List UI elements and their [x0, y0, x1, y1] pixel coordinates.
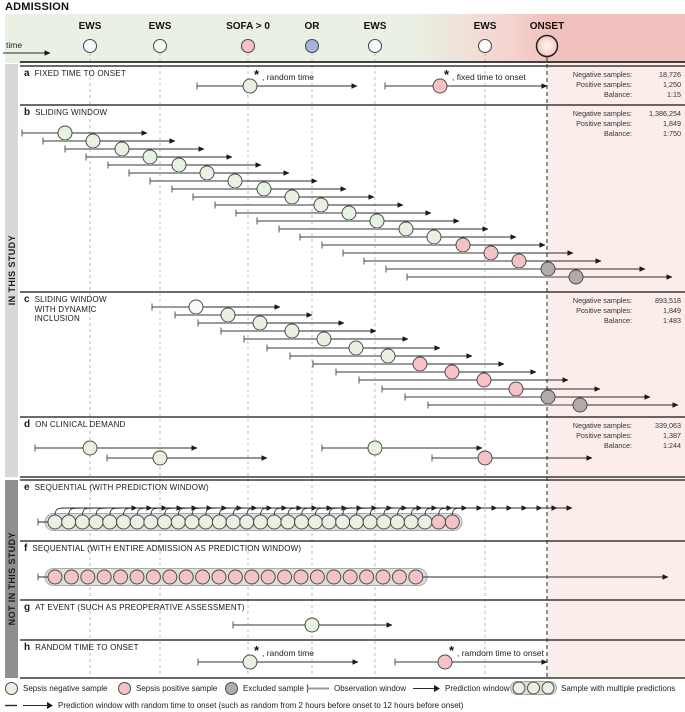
sample-circle-green	[75, 515, 89, 529]
negative-samples-label: Negative samples:	[572, 296, 632, 305]
sample-circle-green	[336, 515, 350, 529]
sample-circle-pink	[228, 570, 242, 584]
sample-circle-green	[226, 515, 240, 529]
time-axis-label: time	[6, 40, 23, 50]
panel-a-stats	[553, 70, 681, 99]
sample-circle-pink	[179, 570, 193, 584]
sample-circle-white	[189, 300, 203, 314]
random-time-star: *	[449, 643, 455, 658]
balance-label: Balance:	[604, 90, 632, 99]
panel-c-label	[24, 295, 129, 324]
sample-circle-green	[381, 349, 395, 363]
sample-circle-green	[153, 451, 167, 465]
random-prediction-window-icon	[4, 700, 54, 711]
panel-c-stats	[553, 296, 681, 325]
panel-d-label	[24, 420, 126, 430]
sidebar-not-in-this-study-label: NOT IN THIS STUDY	[6, 532, 17, 626]
sample-circle-pink	[114, 570, 128, 584]
event-label-ews-2: EWS	[148, 21, 172, 32]
sample-circle-green	[143, 150, 157, 164]
sample-circle-pink	[376, 570, 390, 584]
legend-multiple-predictions	[510, 680, 675, 696]
event-marker-ews	[84, 40, 97, 53]
sample-circle-green	[200, 166, 214, 180]
sample-circle-green	[368, 441, 382, 455]
sample-circle-green	[115, 142, 129, 156]
panel-f-letter: f	[24, 543, 28, 554]
legend-positive-label: Sepsis positive sample	[136, 683, 218, 693]
legend-observation-window	[306, 680, 406, 696]
prediction-window-icon	[413, 683, 441, 694]
panel-f-title: SEQUENTIAL (WITH ENTIRE ADMISSION AS PREDICTION WINDOW)	[32, 544, 302, 553]
sample-circle-green	[253, 316, 267, 330]
sample-circle-pink	[360, 570, 374, 584]
sample-circle-green	[370, 214, 384, 228]
sample-circle-green	[285, 324, 299, 338]
post-onset-region	[547, 63, 685, 678]
sample-circle-green	[58, 126, 72, 140]
random-time-star: *	[254, 67, 260, 82]
positive-samples-label: Positive samples:	[576, 306, 632, 315]
sample-circle-gray	[541, 390, 555, 404]
event-marker-sofa-0	[242, 40, 255, 53]
sample-circle-green	[349, 341, 363, 355]
panel-h-label	[24, 643, 139, 653]
sample-note: , random time	[262, 648, 314, 658]
sample-circle-pink	[456, 238, 470, 252]
sample-circle-green	[295, 515, 309, 529]
positive-samples-value: 1,250	[663, 80, 681, 89]
panel-e-label	[24, 483, 209, 493]
sample-circle-green	[144, 515, 158, 529]
sample-circle-green	[117, 515, 131, 529]
sample-circle-pink	[445, 365, 459, 379]
panel-b-letter: b	[24, 107, 31, 118]
panel-h-letter: h	[24, 642, 31, 653]
negative-samples-value: 339,063	[655, 421, 681, 430]
sample-circle-green	[377, 515, 391, 529]
sample-circle-pink	[392, 570, 406, 584]
sample-circle-green	[342, 206, 356, 220]
sample-circle-pink	[261, 570, 275, 584]
sample-circle-pink	[512, 254, 526, 268]
legend-negative-label: Sepsis negative sample	[23, 683, 108, 693]
sample-circle-pink	[478, 451, 492, 465]
legend-positive-sample	[117, 680, 217, 696]
sample-circle-pink	[477, 373, 491, 387]
sample-circle-pink	[445, 515, 459, 529]
legend-prediction-window	[413, 680, 509, 696]
sample-circle-pink	[146, 570, 160, 584]
legend-multiple-label: Sample with multiple predictions	[561, 683, 676, 693]
negative-samples-value: 893,518	[655, 296, 681, 305]
panel-d-stats	[553, 421, 681, 450]
sample-circle-pink	[81, 570, 95, 584]
sidebar-in-this-study-label: IN THIS STUDY	[6, 235, 17, 306]
event-label-sofa: SOFA > 0	[226, 21, 270, 32]
sample-circle-pink	[327, 570, 341, 584]
sample-circle-pink	[97, 570, 111, 584]
sample-circle-green	[391, 515, 405, 529]
sample-circle-green	[171, 515, 185, 529]
balance-value: 1:483	[663, 316, 681, 325]
positive-samples-label: Positive samples:	[576, 431, 632, 440]
negative-samples-label: Negative samples:	[572, 109, 632, 118]
legend-observation-label: Observation window	[334, 683, 407, 693]
sample-circle-green	[285, 190, 299, 204]
sample-circle-green	[314, 198, 328, 212]
positive-samples-label: Positive samples:	[576, 119, 632, 128]
sample-circle-green	[89, 515, 103, 529]
sample-circle-green	[48, 515, 62, 529]
panel-g-title: AT EVENT (SUCH AS PREOPERATIVE ASSESSMENT)	[35, 603, 245, 612]
balance-value: 1:15	[667, 90, 681, 99]
sample-circle-pink	[196, 570, 210, 584]
sample-note: , fixed time to onset	[452, 72, 526, 82]
multiple-predictions-icon	[510, 680, 557, 696]
sample-circle-pink	[484, 246, 498, 260]
sample-circle-green	[305, 618, 319, 632]
sample-circle-green	[221, 308, 235, 322]
negative-samples-label: Negative samples:	[572, 421, 632, 430]
sample-circle-green	[418, 515, 432, 529]
panel-h-title: RANDOM TIME TO ONSET	[35, 643, 139, 652]
sample-circle-pink	[278, 570, 292, 584]
sample-circle-pink	[294, 570, 308, 584]
sample-circle-green	[158, 515, 172, 529]
sample-circle-pink	[130, 570, 144, 584]
sample-circle-green	[172, 158, 186, 172]
sample-circle-green	[212, 515, 226, 529]
event-label-onset: ONSET	[529, 21, 565, 32]
sample-circle-pink	[163, 570, 177, 584]
panel-b-stats	[553, 109, 681, 138]
sample-circle-green	[308, 515, 322, 529]
excluded-sample-icon	[224, 681, 239, 696]
sample-circle-green	[322, 515, 336, 529]
negative-samples-value: 18,726	[659, 70, 681, 79]
event-marker-ews	[479, 40, 492, 53]
random-time-star: *	[444, 67, 450, 82]
positive-samples-label: Positive samples:	[576, 80, 632, 89]
sample-circle-pink	[409, 570, 423, 584]
sample-circle-pink	[245, 570, 259, 584]
panel-a-letter: a	[24, 68, 30, 79]
sample-circle-green	[130, 515, 144, 529]
sample-circle-green	[427, 230, 441, 244]
panel-b-label	[24, 108, 107, 118]
panel-a-title: FIXED TIME TO ONSET	[34, 69, 126, 78]
panel-g-label	[24, 603, 245, 613]
negative-samples-label: Negative samples:	[572, 70, 632, 79]
sample-circle-pink	[310, 570, 324, 584]
sample-circle-green	[317, 332, 331, 346]
balance-label: Balance:	[604, 129, 632, 138]
sample-circle-green	[185, 515, 199, 529]
balance-value: 1:750	[663, 129, 681, 138]
sample-circle-green	[267, 515, 281, 529]
panel-d-letter: d	[24, 419, 31, 430]
legend-random-label: Prediction window with random time to onset (such as random from 2 hours before onset to 12 hours before onset)	[58, 700, 464, 710]
panel-e-title: SEQUENTIAL (WITH PREDICTION WINDOW)	[34, 483, 209, 492]
legend-excluded-label: Excluded sample	[243, 683, 304, 693]
event-marker-ews	[154, 40, 167, 53]
panel-f-label	[24, 544, 301, 554]
admission-label: ADMISSION	[5, 1, 70, 13]
positive-samples-value: 1,849	[663, 306, 681, 315]
legend-negative-sample	[4, 680, 108, 696]
event-label-ews-3: EWS	[363, 21, 387, 32]
legend-prediction-label: Prediction window	[445, 683, 510, 693]
sample-note: , ramdom time to onset	[457, 648, 544, 658]
sample-circle-pink	[48, 570, 62, 584]
sample-circle-green	[349, 515, 363, 529]
sample-circle-green	[83, 441, 97, 455]
sample-circle-pink	[343, 570, 357, 584]
sample-circle-pink	[212, 570, 226, 584]
sample-note: , random time	[262, 72, 314, 82]
sample-circle-green	[240, 515, 254, 529]
panel-a-label	[24, 69, 126, 79]
balance-label: Balance:	[604, 316, 632, 325]
panel-g-letter: g	[24, 602, 31, 613]
sample-circle-pink	[413, 357, 427, 371]
balance-value: 1:244	[663, 441, 681, 450]
panel-d-title: ON CLINICAL DEMAND	[35, 420, 126, 429]
sample-circle-gray	[573, 398, 587, 412]
sample-circle-gray	[541, 262, 555, 276]
event-label-or: OR	[304, 21, 320, 32]
sample-circle-gray	[569, 270, 583, 284]
positive-samples-value: 1,387	[663, 431, 681, 440]
sample-circle-green	[404, 515, 418, 529]
onset-marker	[537, 36, 558, 57]
sample-circle-pink	[432, 515, 446, 529]
negative-sample-icon	[4, 681, 19, 696]
panel-e-letter: e	[24, 482, 30, 493]
sample-circle-green	[199, 515, 213, 529]
sample-circle-pink	[64, 570, 78, 584]
sample-circle-green	[363, 515, 377, 529]
event-label-ews-4: EWS	[473, 21, 497, 32]
sample-circle-green	[103, 515, 117, 529]
observation-window-icon	[306, 683, 330, 694]
balance-label: Balance:	[604, 441, 632, 450]
sample-circle-pink	[509, 382, 523, 396]
event-marker-or	[306, 40, 319, 53]
legend-excluded-sample	[224, 680, 304, 696]
positive-samples-value: 1,849	[663, 119, 681, 128]
random-time-star: *	[254, 643, 260, 658]
positive-sample-icon	[117, 681, 132, 696]
sample-circle-green	[257, 182, 271, 196]
panel-c-title: SLIDING WINDOW WITH DYNAMIC INCLUSION	[34, 295, 107, 323]
sample-circle-green	[62, 515, 76, 529]
sample-circle-green	[281, 515, 295, 529]
sample-circle-green	[228, 174, 242, 188]
event-label-ews-1: EWS	[78, 21, 102, 32]
sample-circle-green	[86, 134, 100, 148]
event-marker-ews	[369, 40, 382, 53]
sample-circle-green	[399, 222, 413, 236]
legend-random-prediction-window	[4, 697, 464, 712]
panel-c-letter: c	[24, 294, 30, 305]
sample-circle-green	[254, 515, 268, 529]
negative-samples-value: 1,386,254	[649, 109, 681, 118]
panel-b-title: SLIDING WINDOW	[35, 108, 108, 117]
